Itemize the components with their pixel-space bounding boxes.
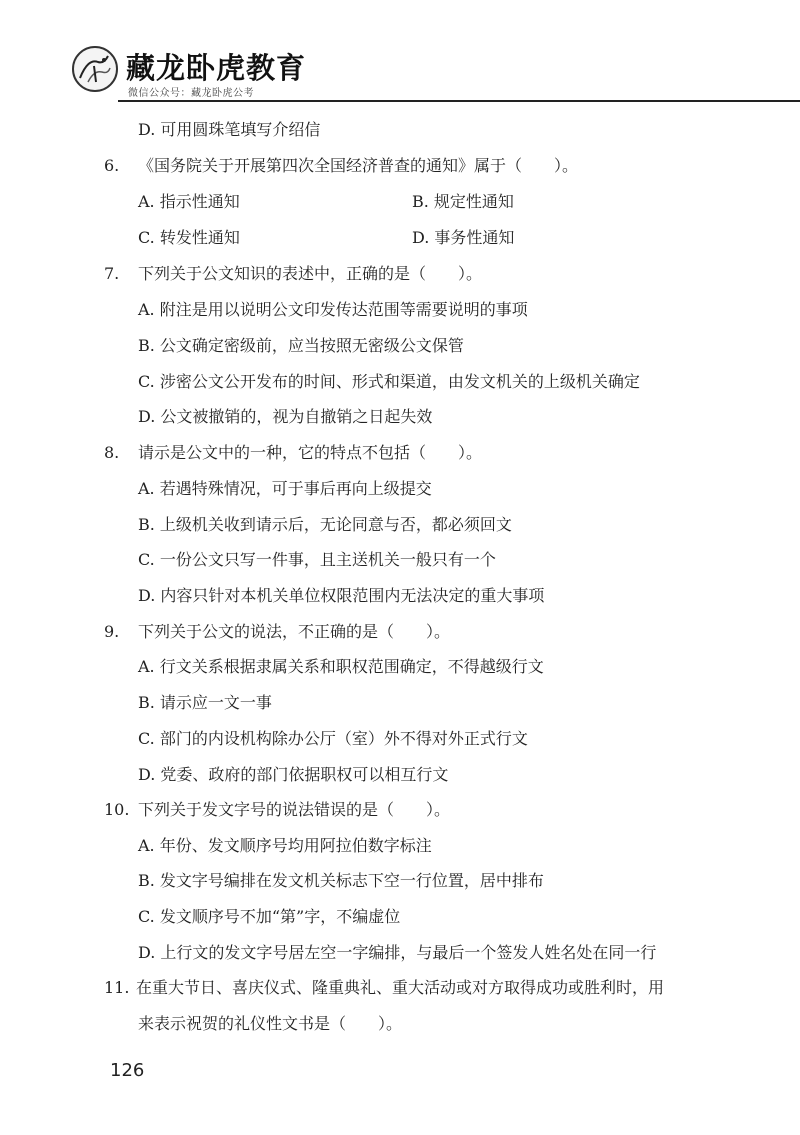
brand-logo	[72, 46, 118, 92]
brand-title: 藏龙卧虎教育	[126, 51, 307, 85]
question-number: 8.	[104, 443, 120, 462]
header-divider	[118, 100, 800, 102]
page-header	[0, 0, 800, 104]
question-option: A. 年份、发文顺序号均用阿拉伯数字标注	[138, 836, 432, 855]
question-stem: 在重大节日、喜庆仪式、隆重典礼、重大活动或对方取得成功或胜利时，用	[136, 978, 665, 997]
question-option: B. 请示应一文一事	[138, 693, 272, 712]
question-option: D. 事务性通知	[412, 228, 515, 247]
question-option: B. 发文字号编排在发文机关标志下空一行位置，居中排布	[138, 871, 544, 890]
question-option: B. 公文确定密级前，应当按照无密级公文保管	[138, 336, 464, 355]
brand-subtitle: 微信公众号：藏龙卧虎公考	[128, 88, 254, 99]
question-option: D. 上行文的发文字号居左空一字编排，与最后一个签发人姓名处在同一行	[138, 943, 657, 962]
question-number: 10.	[104, 800, 130, 819]
question-stem-continued: 来表示祝贺的礼仪性文书是（ ）。	[138, 1014, 403, 1033]
question-option: C. 转发性通知	[138, 228, 240, 247]
question-option: D. 内容只针对本机关单位权限范围内无法决定的重大事项	[138, 586, 545, 605]
question-option: B. 规定性通知	[412, 192, 514, 211]
question-number: 9.	[104, 622, 120, 641]
question-number: 11.	[104, 978, 130, 997]
question-option: C. 发文顺序号不加“第”字，不编虚位	[138, 907, 401, 926]
question-number: 7.	[104, 264, 120, 283]
question-option: A. 行文关系根据隶属关系和职权范围确定，不得越级行文	[138, 657, 544, 676]
question-option: C. 部门的内设机构除办公厅（室）外不得对外正式行文	[138, 729, 528, 748]
page-number: 126	[110, 1060, 145, 1081]
question-stem: 下列关于公文知识的表述中，正确的是（ ）。	[138, 264, 483, 283]
question-option: C. 一份公文只写一件事，且主送机关一般只有一个	[138, 550, 496, 569]
question-stem: 请示是公文中的一种，它的特点不包括（ ）。	[138, 443, 483, 462]
question-stem: 《国务院关于开展第四次全国经济普查的通知》属于（ ）。	[138, 156, 579, 175]
question-option: D. 党委、政府的部门依据职权可以相互行文	[138, 765, 449, 784]
question-number: 6.	[104, 156, 120, 175]
prev-question-option-d: D. 可用圆珠笔填写介绍信	[138, 120, 321, 139]
question-option: C. 涉密公文公开发布的时间、形式和渠道，由发文机关的上级机关确定	[138, 372, 640, 391]
question-option: A. 若遇特殊情况，可于事后再向上级提交	[138, 479, 432, 498]
question-option: A. 指示性通知	[138, 192, 240, 211]
question-option: A. 附注是用以说明公文印发传达范围等需要说明的事项	[138, 300, 528, 319]
question-option: D. 公文被撤销的，视为自撤销之日起失效	[138, 407, 433, 426]
question-stem: 下列关于公文的说法，不正确的是（ ）。	[138, 622, 451, 641]
question-stem: 下列关于发文字号的说法错误的是（ ）。	[138, 800, 451, 819]
question-option: B. 上级机关收到请示后，无论同意与否，都必须回文	[138, 515, 512, 534]
crane-logo-icon	[74, 48, 116, 90]
